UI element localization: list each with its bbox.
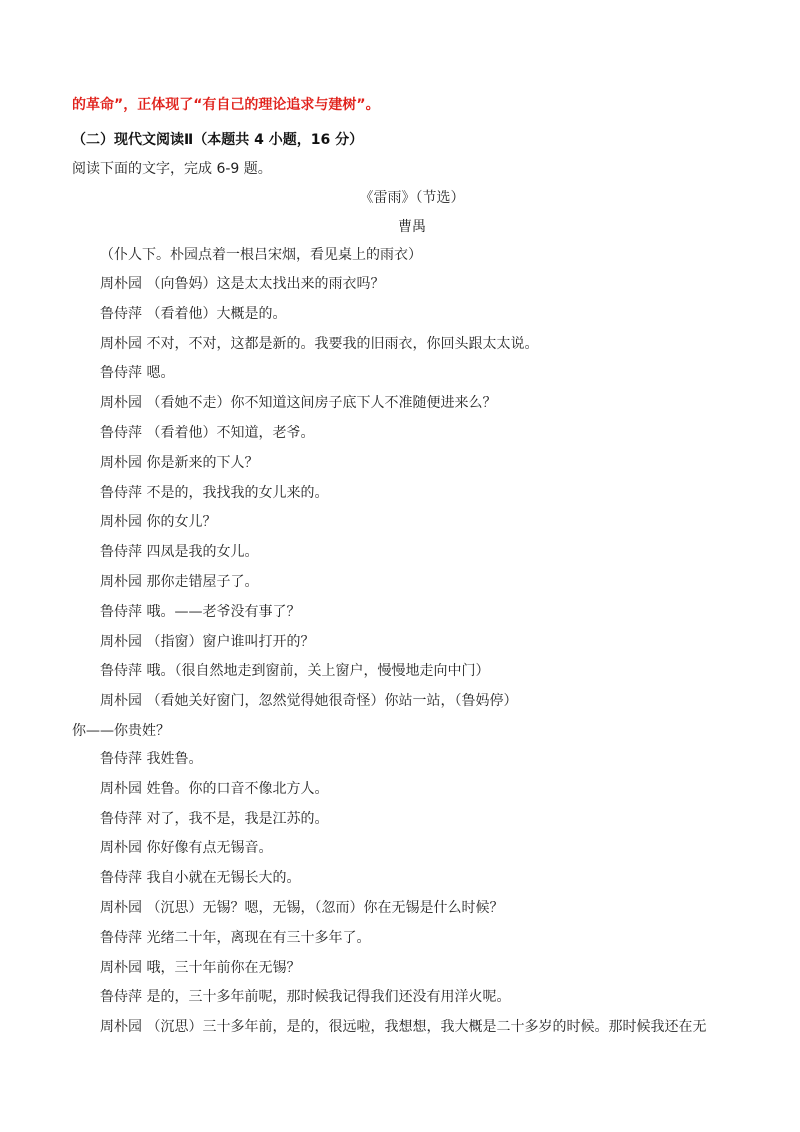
dialogue-line [100, 335, 538, 353]
dialogue-line [100, 988, 510, 1006]
speaker-name: 鲁侍萍 [100, 929, 142, 946]
dialogue-text: 姓鲁。你的口音不像北方人。 [146, 780, 329, 797]
speaker-name: 周朴园 [100, 959, 142, 976]
dialogue-line [100, 899, 503, 917]
dialogue-text: 你好像有点无锡音。 [146, 840, 273, 857]
speaker-name: 鲁侍萍 [100, 989, 142, 1006]
dialogue-line [100, 543, 258, 561]
top-line: 的革命”，正体现了“有自己的理论追求与建树”。 [72, 97, 380, 113]
instruction: 阅读下面的文字，完成 6-9 题。 [72, 161, 272, 177]
speaker-name: 鲁侍萍 [100, 425, 142, 441]
dialogue-line [100, 869, 300, 887]
author: 曹禺 [398, 219, 426, 235]
dialogue-line [100, 750, 202, 768]
dialogue-text: 你是新来的下人？ [146, 454, 259, 471]
section-heading: （二）现代文阅读Ⅱ（本题共 4 小题，16 分） [72, 132, 364, 148]
speaker-name: 周朴园 [100, 335, 142, 352]
dialogue-line [100, 513, 216, 531]
speaker-name: 鲁侍萍 [100, 484, 142, 501]
dialogue-text: 那你走错屋子了。 [146, 574, 259, 590]
dialogue-text: 光绪二十年，离现在有三十多年了。 [146, 929, 371, 946]
dialogue-text: 你的女儿？ [146, 514, 217, 531]
speaker-name: 周朴园 [100, 395, 142, 412]
dialogue-line [100, 929, 370, 947]
speaker-name: 周朴园 [100, 900, 142, 916]
speaker-name: 鲁侍萍 [100, 544, 142, 561]
dialogue-text: （向鲁妈）这是太太找出来的雨衣吗？ [146, 276, 385, 292]
dialogue-line [100, 275, 384, 293]
dialogue-text: （看着他）大概是的。 [146, 305, 287, 322]
dialogue-text: （看她不走）你不知道这间房子底下人不准随便进来么？ [146, 395, 497, 412]
dialogue-line [100, 1018, 706, 1036]
speaker-name: 鲁侍萍 [100, 663, 142, 680]
speaker-name: 周朴园 [100, 1019, 142, 1036]
dialogue-line [100, 364, 174, 382]
dialogue-text: 我自小就在无锡长大的。 [146, 870, 301, 887]
speaker-name: 鲁侍萍 [100, 365, 142, 382]
dialogue-text: （看她关好窗门，忽然觉得她很奇怪）你站一站，（鲁妈停） [146, 693, 518, 710]
dialogue-text: 不是的，我找我的女儿来的。 [146, 484, 329, 501]
speaker-name: 周朴园 [100, 633, 142, 650]
dialogue-text: 哦。（很自然地走到窗前，关上窗户，慢慢地走向中门） [146, 663, 490, 680]
dialogue-line [100, 662, 489, 680]
stage-direction: （仆人下。朴园点着一根吕宋烟，看见桌上的雨衣） [100, 247, 422, 263]
speaker-name: 鲁侍萍 [100, 810, 142, 827]
dialogue-text: （沉思）无锡？嗯，无锡，（忽而）你在无锡是什么时候？ [146, 900, 504, 916]
dialogue-text: 哦，三十年前你在无锡？ [146, 959, 301, 976]
dialogue-continuation: 你——你贵姓？ [72, 723, 170, 739]
dialogue-line [100, 810, 328, 828]
dialogue-line [100, 424, 314, 442]
dialogue-text: 对了，我不是，我是江苏的。 [146, 810, 329, 827]
dialogue-line [100, 780, 328, 798]
dialogue-line [100, 692, 517, 710]
dialogue-text: 哦。——老爷没有事了？ [146, 603, 301, 620]
dialogue-text: （沉思）三十多年前，是的，很远啦，我想想，我大概是二十多岁的时候。那时候我还在无 [146, 1019, 707, 1036]
dialogue-line [100, 454, 258, 472]
dialogue-line [100, 959, 300, 977]
dialogue-text: 不对，不对，这都是新的。我要我的旧雨衣，你回头跟太太说。 [146, 335, 539, 352]
dialogue-line [100, 305, 286, 323]
speaker-name: 周朴园 [100, 780, 142, 797]
speaker-name: 鲁侍萍 [100, 603, 142, 620]
speaker-name: 周朴园 [100, 574, 142, 590]
dialogue-line [100, 484, 328, 502]
dialogue-text: （看着他）不知道，老爷。 [146, 425, 315, 441]
dialogue-line [100, 394, 496, 412]
dialogue-text: 四凤是我的女儿。 [146, 544, 259, 561]
dialogue-line [100, 633, 314, 651]
speaker-name: 周朴园 [100, 840, 142, 857]
speaker-name: 鲁侍萍 [100, 305, 142, 322]
speaker-name: 周朴园 [100, 514, 142, 531]
speaker-name: 周朴园 [100, 276, 142, 292]
dialogue-line [100, 573, 258, 591]
dialogue-text: 我姓鲁。 [146, 751, 203, 767]
dialogue-text: 嗯。 [146, 365, 175, 382]
dialogue-line [100, 603, 300, 621]
speaker-name: 周朴园 [100, 693, 142, 710]
speaker-name: 鲁侍萍 [100, 751, 142, 767]
speaker-name: 鲁侍萍 [100, 870, 142, 887]
dialogue-text: 是的，三十多年前呢，那时候我记得我们还没有用洋火呢。 [146, 989, 511, 1006]
speaker-name: 周朴园 [100, 454, 142, 471]
dialogue-text: （指窗）窗户谁叫打开的？ [146, 633, 315, 650]
play-title: 《雷雨》（节选） [359, 190, 465, 206]
dialogue-line [100, 839, 272, 857]
